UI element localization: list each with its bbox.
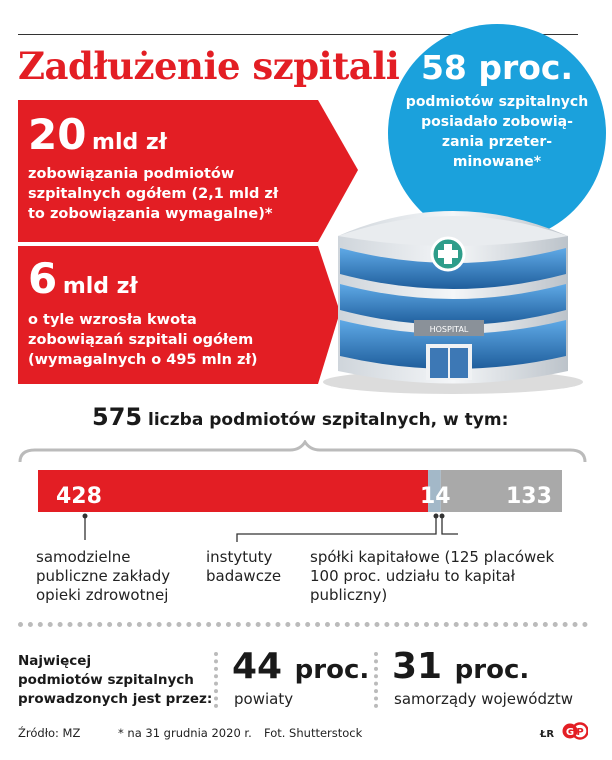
label-line: spółki kapitałowe (125 placówek [310,548,555,566]
hospital-sign: HOSPITAL [429,325,469,334]
circle-line: minowane* [452,154,542,170]
bottom-divider [374,652,378,708]
chart-total: 575 [92,403,143,431]
box1-headline [28,110,167,159]
box1-line: to zobowiązania wymagalne)* [28,206,273,222]
stat-samorzady-unit: proc. [454,655,530,685]
dotted-separator [18,622,588,627]
box2-line: (wymagalnych o 495 mln zł) [28,352,258,368]
box2-unit: mld zł [62,274,138,299]
page-title: Zadłużenie szpitali [18,44,400,88]
box1-unit: mld zł [92,130,167,155]
footer-source: Źródło: MZ [18,726,81,740]
stat-powiaty-value [232,646,369,687]
box2-headline [28,254,138,303]
circle-line: zania przeter- [441,134,553,150]
svg-text:G: G [565,727,575,738]
circle-value: 58 proc. [420,48,574,87]
label-line: instytuty [206,548,273,566]
stat-powiaty-unit: proc. [294,655,370,685]
circle-line: posiadało zobowią- [421,114,573,130]
label-line: opieki zdrowotnej [36,586,169,604]
circle-description [397,92,597,172]
chart-brace [20,442,585,462]
label-samodzielne [36,548,170,605]
bottom-divider [214,652,218,708]
footer-initials: ŁR [540,729,555,740]
label-line: samodzielne [36,548,131,566]
bar-label-spolki: 133 [506,484,552,509]
stat-samorzady-num: 31 [392,646,443,687]
footer-photo-credit: Fot. Shutterstock [264,726,363,740]
box1-line: szpitalnych ogółem (2,1 mld zł [28,186,279,202]
box1-description [28,164,278,224]
bottom-heading-line: Najwięcej [18,653,92,669]
chart-title [92,403,508,431]
label-line: publiczny) [310,586,388,604]
stat-samorzady-label: samorządy województw [394,690,574,708]
stat-powiaty-num: 44 [232,646,283,687]
bar-label-samodzielne: 428 [56,484,102,509]
label-spolki [310,548,554,605]
label-line: publiczne zakłady [36,567,171,585]
gp-logo-icon [562,722,588,740]
leader-lines [0,512,612,542]
label-line: 100 proc. udziału to kapitał [310,567,515,585]
stat-powiaty-label: powiaty [234,690,294,708]
footer-note: * na 31 grudnia 2020 r. [118,726,252,740]
box2-line: o tyle wzrosła kwota [28,312,197,328]
hospital-building-image [318,186,588,396]
circle-line: podmiotów szpitalnych [405,94,589,110]
label-line: badawcze [206,567,282,585]
bottom-heading [18,652,212,709]
bottom-heading-line: prowadzonych jest przez: [18,691,213,707]
bar-label-instytuty: 14 [420,484,451,509]
svg-text:P: P [576,727,584,738]
label-instytuty [206,548,281,586]
chart-total-text: liczba podmiotów szpitalnych, w tym: [148,410,509,430]
bottom-heading-line: podmiotów szpitalnych [18,672,194,688]
box1-line: zobowiązania podmiotów [28,166,235,182]
box2-description [28,310,257,370]
box2-line: zobowiązań szpitali ogółem [28,332,254,348]
stat-samorzady-value [392,646,529,687]
box2-value: 6 [28,254,58,303]
box1-value: 20 [28,110,87,159]
